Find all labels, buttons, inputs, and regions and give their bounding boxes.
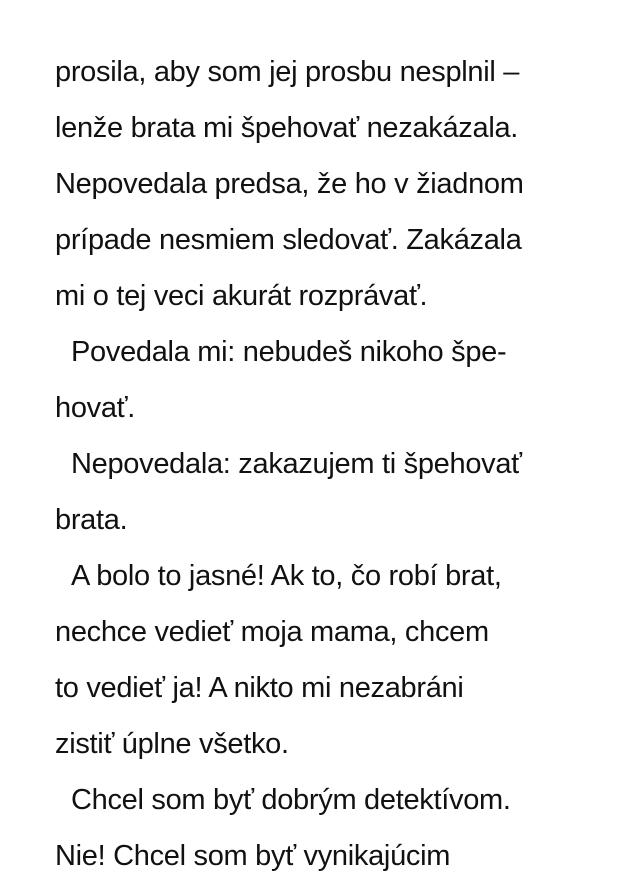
text-line: to vedieť ja! A nikto mi nezabráni bbox=[55, 672, 464, 704]
text-line: Nepovedala predsa, že ho v žiadnom bbox=[55, 168, 524, 200]
paragraph-start-line: Chcel som byť dobrým detektívom. bbox=[71, 784, 511, 816]
text-line: nechce vedieť moja mama, chcem bbox=[55, 616, 489, 648]
paragraph-start-line: Nepovedala: zakazujem ti špehovať bbox=[71, 448, 522, 480]
text-line: zistiť úplne všetko. bbox=[55, 728, 289, 760]
text-line: brata. bbox=[55, 504, 128, 536]
paragraph-start-line: A bolo to jasné! Ak to, čo robí brat, bbox=[71, 560, 502, 592]
text-line: hovať. bbox=[55, 392, 136, 424]
text-line: lenže brata mi špehovať nezakázala. bbox=[55, 112, 519, 144]
book-page-text bbox=[55, 44, 615, 884]
paragraph-start-line: Povedala mi: nebudeš nikoho špe- bbox=[71, 336, 507, 368]
text-line: Nie! Chcel som byť vynikajúcim bbox=[55, 840, 451, 872]
text-line: prípade nesmiem sledovať. Zakázala bbox=[55, 224, 522, 256]
text-line: mi o tej veci akurát rozprávať. bbox=[55, 280, 428, 312]
text-line: prosila, aby som jej prosbu nesplnil – bbox=[55, 56, 520, 88]
